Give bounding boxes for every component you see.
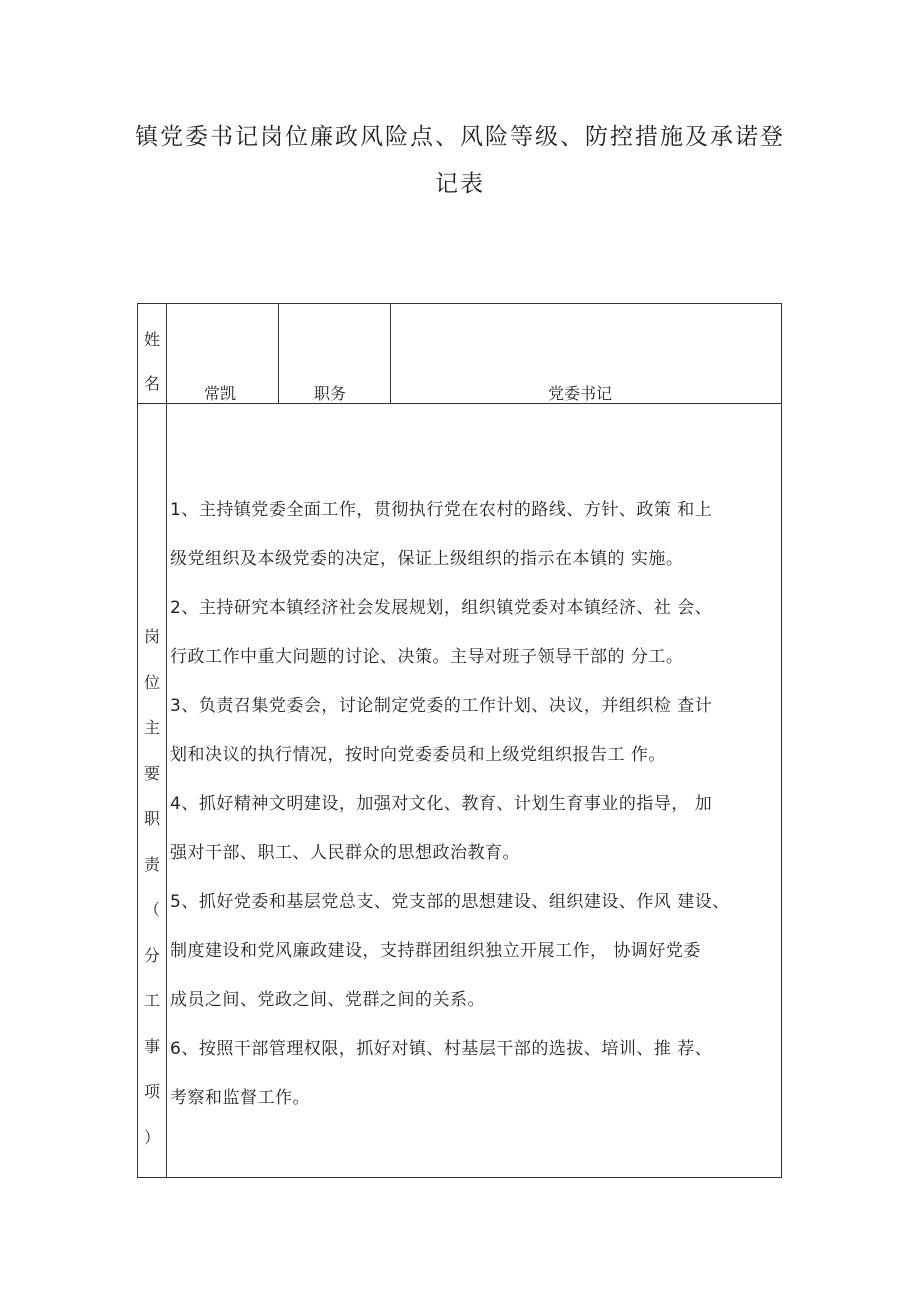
duty-line: 成员之间、党政之间、党群之间的关系。	[170, 990, 485, 1010]
duties-label-char: 事	[143, 1036, 160, 1056]
duties-label-char: 要	[143, 763, 160, 783]
duty-line: 考察和监督工作。	[170, 1088, 310, 1108]
position-label: 职务	[314, 384, 347, 403]
name-label-char: 姓	[143, 330, 160, 349]
duties-label-char: 职	[143, 809, 160, 828]
duty-line: 制度建设和党风廉政建设，支持群团组织独立开展工作， 协调好党委	[170, 941, 701, 961]
name-label-char: 名	[143, 374, 160, 393]
duty-line: 4、抓好精神文明建设，加强对文化、教育、计划生育事业的指导， 加	[170, 794, 713, 814]
table-divider	[390, 304, 391, 404]
table-divider	[278, 304, 279, 404]
duties-label-char: 位	[143, 672, 160, 692]
duties-label-char: 责	[143, 854, 160, 874]
duty-line: 行政工作中重大问题的讨论、决策。主导对班子领导干部的 分工。	[170, 647, 684, 667]
duties-label-char: （	[143, 900, 160, 919]
duties-label-char: 项	[143, 1082, 160, 1101]
duty-line: 强对干部、职工、人民群众的思想政治教育。	[170, 843, 520, 863]
duties-label-char: 主	[143, 718, 160, 737]
duty-line: 6、按照干部管理权限，抓好对镇、村基层干部的选拔、培训、推 荐、	[170, 1039, 713, 1059]
duties-label-char: 岗	[143, 627, 160, 646]
duty-line: 2、主持研究本镇经济社会发展规划，组织镇党委对本镇经济、社 会、	[170, 598, 713, 618]
duty-line: 划和决议的执行情况，按时向党委委员和上级党组织报告工 作。	[170, 745, 666, 765]
name-value: 常凯	[204, 384, 237, 403]
duty-line: 级党组织及本级党委的决定，保证上级组织的指示在本镇的 实施。	[170, 549, 684, 569]
document-title-line-2: 记表	[435, 171, 485, 197]
position-value: 党委书记	[548, 384, 613, 403]
registration-table	[137, 303, 782, 1178]
table-divider	[166, 304, 167, 1177]
document-title-line-1: 镇党委书记岗位廉政风险点、风险等级、防控措施及承诺登	[135, 124, 785, 150]
duty-line: 3、负责召集党委会，讨论制定党委的工作计划、决议，并组织检 查计	[170, 696, 713, 716]
duty-line: 5、抓好党委和基层党总支、党支部的思想建设、组织建设、作风 建设、	[170, 892, 730, 912]
duties-label-char: 工	[143, 991, 160, 1010]
name-label	[138, 318, 166, 406]
duty-line: 1、主持镇党委全面工作，贯彻执行党在农村的路线、方针、政策 和上	[170, 500, 713, 520]
duties-label	[138, 614, 166, 1160]
duties-label-char: 分	[143, 945, 160, 965]
duties-label-char: ）	[143, 1127, 160, 1147]
